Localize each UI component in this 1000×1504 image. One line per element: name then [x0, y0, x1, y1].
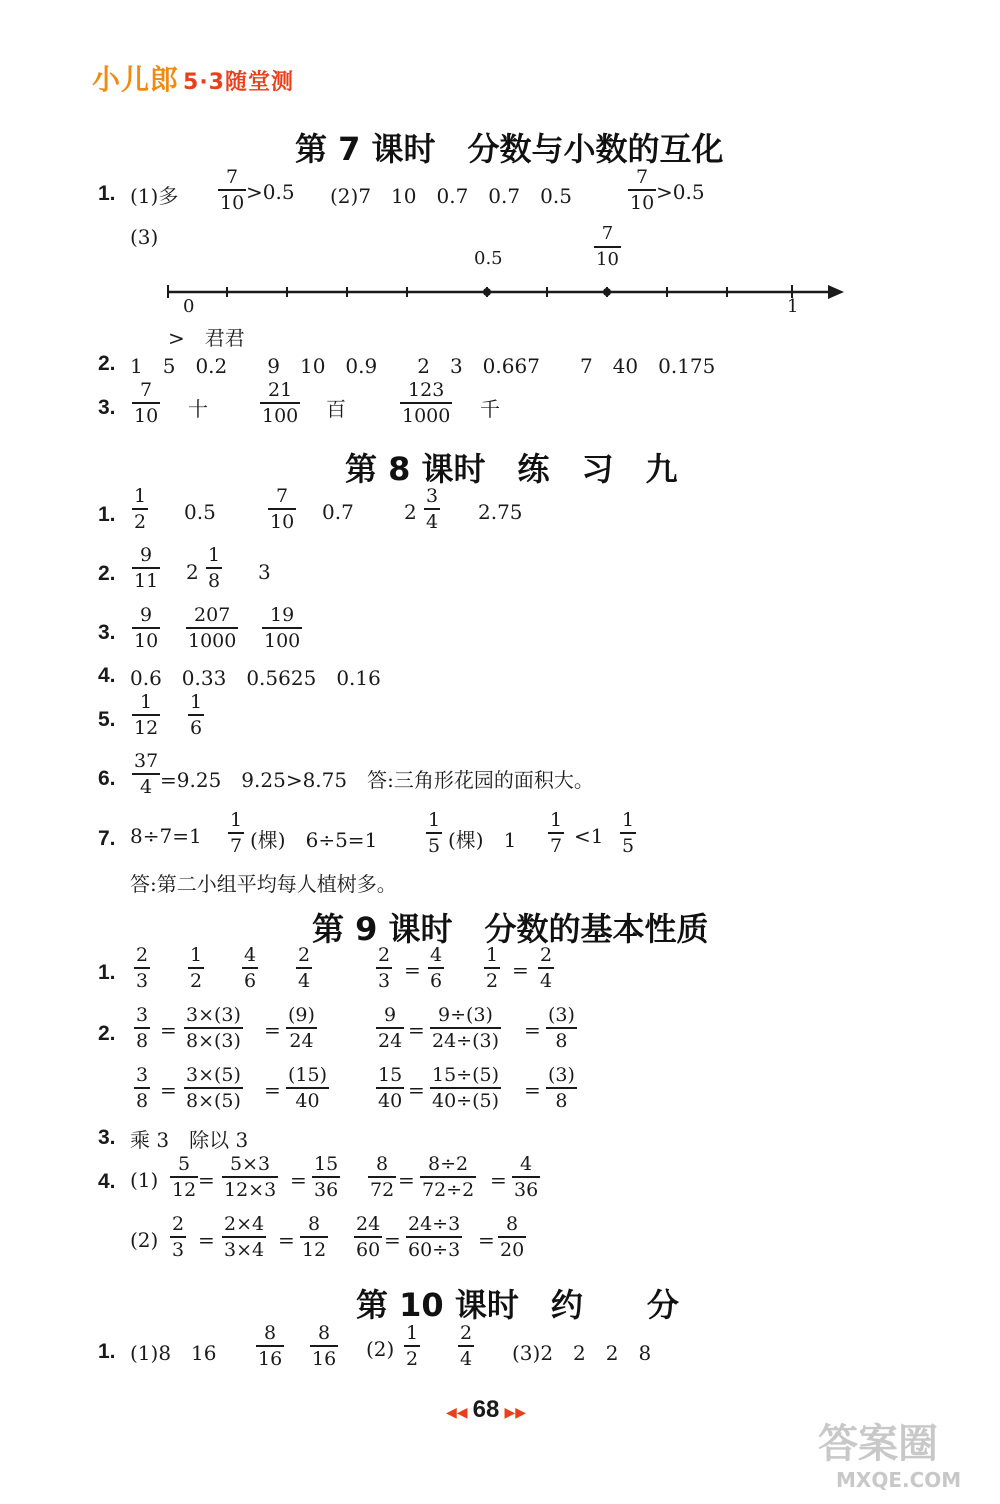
fraction: 7 10	[270, 485, 295, 533]
series-text: 5·3随堂测	[183, 70, 294, 95]
answer-text: 0.7	[322, 500, 354, 524]
fraction: 1 2	[134, 485, 147, 533]
q-number: 2.	[98, 352, 116, 375]
equals: =	[198, 1228, 215, 1252]
answer-text: (1)多	[130, 184, 179, 208]
fraction: 8 20	[500, 1213, 525, 1261]
logo-text: 小儿郎	[92, 63, 180, 96]
equals: =	[160, 1078, 177, 1102]
answer-text: (1)8 16	[130, 1341, 217, 1365]
equals: =	[290, 1168, 307, 1192]
q-number: 4.	[98, 664, 116, 687]
fraction: 8 72	[370, 1153, 395, 1201]
q-number: 3.	[98, 396, 116, 419]
answer-text: =9.25 9.25>8.75 答:三角形花园的面积大。	[160, 768, 594, 792]
section-title-7: 第 7 课时 分数与小数的互化	[295, 130, 724, 168]
equals: =	[160, 1018, 177, 1042]
fraction: 1 6	[190, 691, 203, 739]
page-footer	[446, 1396, 526, 1424]
equals: =	[404, 958, 421, 982]
answer-text: (2)7 10 0.7 0.7 0.5	[330, 184, 572, 208]
fraction: (3) 8	[548, 1064, 575, 1112]
fraction: 4 6	[430, 944, 443, 992]
fraction: 7 10	[220, 166, 245, 214]
axis-label-end: 1	[787, 296, 799, 317]
fraction: 1 5	[428, 809, 441, 857]
denominator: 10	[596, 248, 619, 270]
fraction: 24 60	[356, 1213, 381, 1261]
equals: =	[524, 1018, 541, 1042]
watermark-url: MXQE.COM	[836, 1468, 962, 1492]
fraction: 15 36	[314, 1153, 339, 1201]
answer-text: 8÷7=1	[130, 824, 202, 848]
point-0-5	[483, 288, 491, 296]
equals: =	[264, 1078, 281, 1102]
fraction: 9÷(3) 24÷(3)	[432, 1004, 500, 1052]
answer-text: (3)	[130, 225, 159, 249]
fraction: 8÷2 72÷2	[422, 1153, 475, 1201]
axis-mark-fraction	[594, 222, 621, 272]
answer-text: 3	[258, 560, 271, 584]
fraction: 1 5	[622, 809, 635, 857]
answer-text: (2)	[366, 1337, 395, 1361]
answer-text: <1	[574, 824, 604, 848]
fraction: (9) 24	[288, 1004, 315, 1052]
number-line	[160, 240, 850, 320]
answer-text: 1 5 0.2 9 10 0.9 2 3 0.667 7 40 0.175	[130, 354, 716, 378]
fraction: 1 7	[550, 809, 563, 857]
fraction: 2×4 3×4	[224, 1213, 265, 1261]
fraction: 2 3	[378, 944, 391, 992]
fraction: 1 7	[230, 809, 243, 857]
q-number: 1.	[98, 182, 116, 205]
section-title-9: 第 9 课时 分数的基本性质	[312, 910, 709, 948]
equals: =	[524, 1078, 541, 1102]
fraction: 15÷(5) 40÷(5)	[432, 1064, 500, 1112]
page-number: 68	[472, 1396, 500, 1423]
equals: =	[264, 1018, 281, 1042]
q-number: 1.	[98, 1340, 116, 1363]
prev-arrow-icon: ◀◀	[446, 1405, 468, 1421]
answer-text: (2)	[130, 1228, 159, 1252]
fraction: 8 12	[302, 1213, 327, 1261]
q-number: 5.	[98, 708, 116, 731]
fraction: 9 24	[378, 1004, 403, 1052]
answer-text: 答:第二小组平均每人植树多。	[130, 872, 397, 896]
equals: =	[512, 958, 529, 982]
fraction: (3) 8	[548, 1004, 575, 1052]
equals: =	[408, 1018, 425, 1042]
answer-text: 2.75	[478, 500, 523, 524]
fraction: 2 4	[460, 1322, 473, 1370]
answer-text: 2	[404, 500, 417, 524]
fraction: 123 1000	[402, 379, 451, 427]
fraction: 3 8	[136, 1064, 149, 1112]
fraction: 8 16	[312, 1322, 337, 1370]
equals: =	[198, 1168, 215, 1192]
fraction: 8 16	[258, 1322, 283, 1370]
q-number: 4.	[98, 1170, 116, 1193]
fraction: 3 4	[426, 485, 439, 533]
answer-text: 千	[480, 397, 500, 421]
fraction: 4 36	[514, 1153, 539, 1201]
fraction: 5×3 12×3	[224, 1153, 277, 1201]
q-number: 2.	[98, 1022, 116, 1045]
fraction: 2 4	[298, 944, 311, 992]
point-7-10	[603, 288, 611, 296]
answer-text: > 君君	[168, 326, 245, 350]
q-number: 2.	[98, 562, 116, 585]
fraction: 207 1000	[188, 604, 237, 652]
brand-logo	[92, 58, 294, 98]
section-title-10: 第 10 课时 约 分	[356, 1286, 679, 1324]
fraction: (15) 40	[288, 1064, 328, 1112]
q-number: 1.	[98, 503, 116, 526]
q-number: 1.	[98, 961, 116, 984]
fraction: 9 11	[134, 544, 159, 592]
fraction: 2 3	[172, 1213, 185, 1261]
q-number: 3.	[98, 621, 116, 644]
equals: =	[490, 1168, 507, 1192]
answer-text: 十	[188, 397, 208, 421]
equals: =	[408, 1078, 425, 1102]
q-number: 6.	[98, 767, 116, 790]
fraction: 3×(5) 8×(5)	[186, 1064, 241, 1112]
q-number: 3.	[98, 1126, 116, 1149]
answer-text: 0.6 0.33 0.5625 0.16	[130, 666, 381, 690]
fraction: 2 4	[540, 944, 553, 992]
fraction: 3 8	[136, 1004, 149, 1052]
fraction: 19 100	[264, 604, 301, 652]
fraction: 1 2	[486, 944, 499, 992]
section-title-8: 第 8 课时 练 习 九	[345, 450, 678, 488]
fraction: 15 40	[378, 1064, 403, 1112]
fraction: 1 2	[190, 944, 203, 992]
fraction: 37 4	[134, 750, 159, 798]
answer-text: (棵) 1	[448, 828, 517, 852]
answer-text: 百	[326, 397, 346, 421]
answer-text: >0.5	[246, 180, 295, 204]
axis-mark-label: 0.5	[474, 248, 503, 269]
fraction: 9 10	[134, 604, 159, 652]
answer-text: 乘 3 除以 3	[130, 1128, 249, 1152]
answer-text: 0.5	[184, 500, 216, 524]
fraction: 2 3	[136, 944, 149, 992]
fraction: 4 6	[244, 944, 257, 992]
answer-text: (3)2 2 2 8	[512, 1341, 652, 1365]
fraction: 21 100	[262, 379, 299, 427]
equals: =	[384, 1228, 401, 1252]
fraction: 1 8	[208, 544, 221, 592]
axis-label-start: 0	[183, 296, 195, 317]
equals: =	[478, 1228, 495, 1252]
answer-text: 2	[186, 560, 199, 584]
watermark-logo: 答案圈	[818, 1421, 938, 1467]
answer-text: (棵) 6÷5=1	[250, 828, 378, 852]
equals: =	[398, 1168, 415, 1192]
fraction: 5 12	[172, 1153, 197, 1201]
fraction: 1 12	[134, 691, 159, 739]
fraction: 24÷3 60÷3	[408, 1213, 461, 1261]
next-arrow-icon: ▶▶	[504, 1405, 526, 1421]
fraction: 3×(3) 8×(3)	[186, 1004, 241, 1052]
fraction: 7 10	[134, 379, 159, 427]
answer-text: >0.5	[656, 180, 705, 204]
fraction: 7 10	[630, 166, 655, 214]
fraction: 1 2	[406, 1322, 419, 1370]
answer-text: (1)	[130, 1168, 159, 1192]
equals: =	[278, 1228, 295, 1252]
q-number: 7.	[98, 827, 116, 850]
numerator: 7	[601, 223, 614, 244]
